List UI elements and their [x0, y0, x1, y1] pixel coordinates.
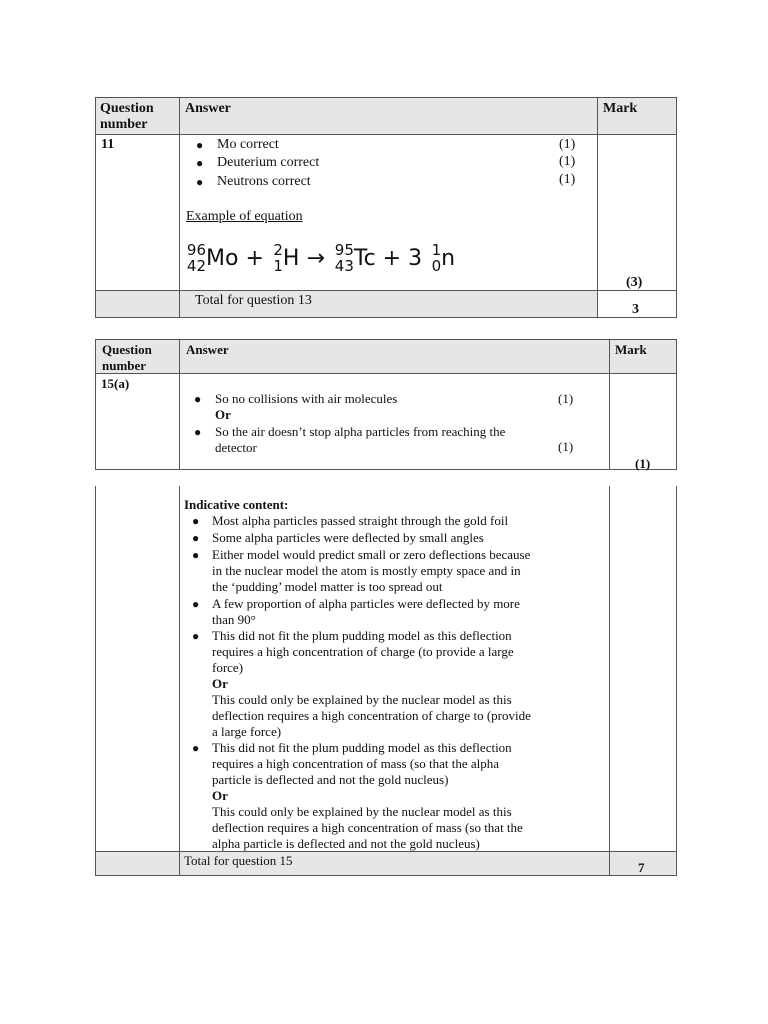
table-border: [95, 97, 677, 318]
bullet-text: Neutrons correct: [217, 174, 311, 189]
bullet-icon: ●: [192, 531, 200, 545]
total-row-bg: [95, 851, 677, 875]
question-number: 11: [101, 137, 115, 152]
mo-nuclide: 96 42: [186, 241, 206, 275]
bullet-icon: ●: [196, 175, 204, 189]
list-line: than 90°: [212, 612, 256, 627]
bullet-mark: (1): [559, 137, 576, 152]
answer-header: Answer: [185, 101, 231, 116]
bullet-mark: (1): [558, 391, 574, 406]
row-divider: [95, 469, 677, 470]
bullet-text-cont: detector: [215, 440, 257, 455]
question-number-header: Question number: [100, 101, 154, 132]
bullet-icon: ●: [192, 548, 200, 562]
list-line: Some alpha particles were deflected by small angles: [212, 530, 484, 545]
column-divider: [597, 97, 598, 318]
bullet-icon: ●: [192, 629, 200, 643]
column-divider: [95, 486, 96, 876]
indicative-content-heading: Indicative content:: [184, 497, 289, 512]
row-divider: [95, 373, 677, 374]
total-mark: 7: [638, 860, 645, 875]
column-divider: [179, 339, 180, 470]
list-line: requires a high concentration of charge (to provide a large: [212, 644, 514, 659]
bullet-icon: ●: [192, 741, 200, 755]
list-line: requires a high concentration of mass (so that the alpha: [212, 756, 499, 771]
mark-value: (1): [635, 456, 651, 471]
bullet-mark: (1): [559, 154, 576, 169]
bullet-icon: ●: [194, 425, 202, 439]
list-line: A few proportion of alpha particles were deflected by more: [212, 596, 520, 611]
total-label: Total for question 15: [184, 853, 293, 868]
tc-nuclide: 95 43: [334, 241, 354, 275]
list-line: particle is deflected and not the gold nucleus): [212, 772, 449, 787]
bullet-icon: ●: [192, 597, 200, 611]
column-divider: [676, 486, 677, 876]
h-nuclide: 2 1: [273, 241, 283, 275]
list-line: This did not fit the plum pudding model as this deflection: [212, 740, 512, 755]
question-number: 15(a): [101, 376, 130, 391]
or-label: Or: [212, 788, 228, 803]
bullet-icon: ●: [196, 138, 204, 152]
total-label: Total for question 13: [195, 293, 312, 308]
row-divider: [95, 339, 677, 340]
list-line: force): [212, 660, 244, 675]
column-divider: [95, 339, 96, 470]
list-line: a large force): [212, 724, 282, 739]
bullet-text: So no collisions with air molecules: [215, 391, 398, 406]
list-line: the ‘pudding’ model matter is too spread out: [212, 579, 443, 594]
column-divider: [609, 486, 610, 876]
list-line: alpha particle is deflected and not the gold nucleus): [212, 836, 480, 851]
bullet-mark: (1): [559, 172, 576, 187]
bullet-icon: ●: [192, 514, 200, 528]
bullet-text: So the air doesn’t stop alpha particles from reaching the: [215, 424, 506, 439]
list-line: This did not fit the plum pudding model as this deflection: [212, 628, 512, 643]
bullet-mark: (1): [558, 439, 574, 454]
or-label: Or: [212, 676, 228, 691]
mark-header: Mark: [603, 101, 638, 116]
list-line: in the nuclear model the atom is mostly empty space and in: [212, 563, 521, 578]
column-divider: [676, 339, 677, 470]
list-line: Most alpha particles passed straight through the gold foil: [212, 513, 509, 528]
mark-header: Mark: [615, 342, 647, 357]
n-nuclide: 1 0: [431, 241, 442, 275]
list-line: This could only be explained by the nuclear model as this: [212, 692, 512, 707]
column-divider: [179, 97, 180, 318]
row-divider: [95, 290, 677, 291]
bullet-text: Deuterium correct: [217, 155, 320, 170]
answer-header: Answer: [186, 342, 229, 357]
row-divider: [95, 875, 677, 876]
total-mark: 3: [632, 302, 639, 317]
bullet-text: Mo correct: [217, 137, 279, 152]
row-divider: [95, 134, 677, 135]
column-divider: [179, 486, 180, 876]
bullet-icon: ●: [196, 156, 204, 170]
column-divider: [609, 339, 610, 470]
list-line: deflection requires a high concentration of charge to (provide: [212, 708, 531, 723]
list-line: Either model would predict small or zero deflections because: [212, 547, 531, 562]
header-row-bg: [95, 339, 677, 373]
list-line: deflection requires a high concentration of mass (so that the: [212, 820, 523, 835]
list-line: This could only be explained by the nuclear model as this: [212, 804, 512, 819]
bullet-icon: ●: [194, 392, 202, 406]
example-equation-label: Example of equation: [186, 209, 303, 224]
question-number-header: Question number: [102, 342, 152, 373]
subtotal-mark: (3): [626, 275, 643, 290]
nuclear-equation: 96 42 Mo + 2 1 H → 95 43 Tc + 3 1 0 n: [184, 245, 455, 273]
or-label: Or: [215, 407, 231, 422]
